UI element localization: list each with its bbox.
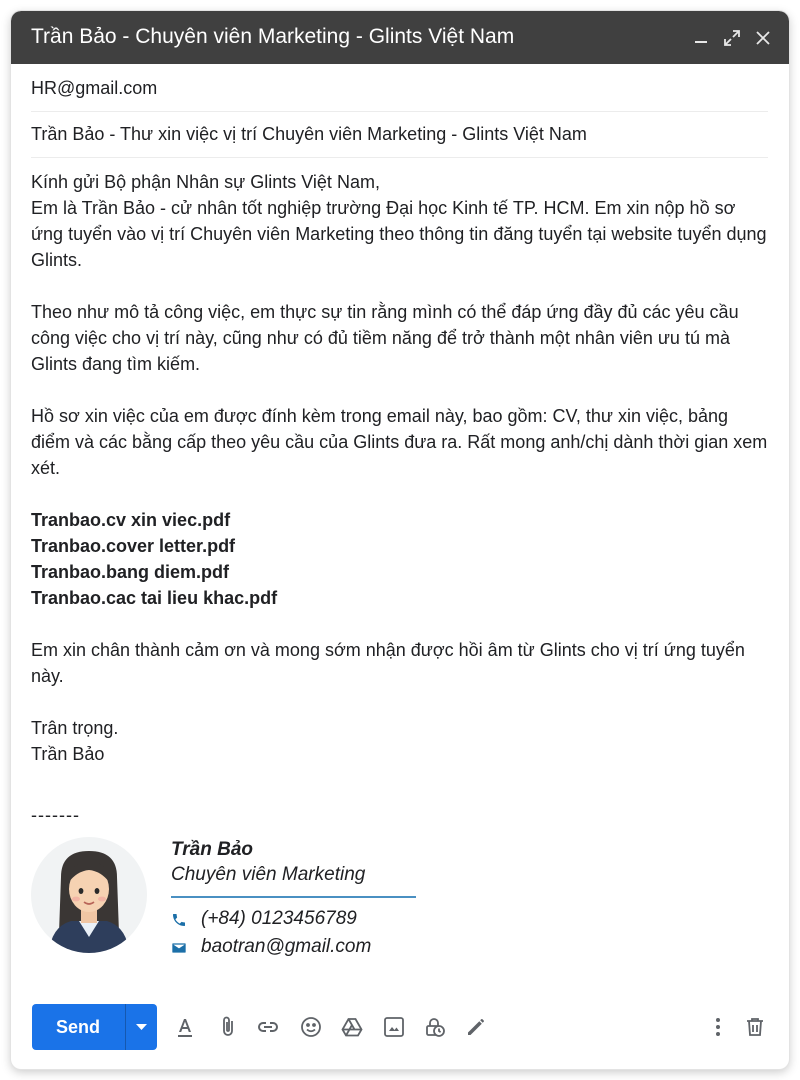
confidential-mode-icon[interactable] bbox=[423, 1015, 447, 1039]
subject-field[interactable]: Trần Bảo - Thư xin việc vị trí Chuyên viên Marketing - Glints Việt Nam bbox=[31, 111, 768, 158]
signature-name: Trần Bảo bbox=[171, 839, 254, 860]
qualification-paragraph: Theo như mô tả công việc, em thực sự tin rằng mình có thể đáp ứng đầy đủ các yêu cầu công việc cho vị trí này, cũng như có đủ tiềm năng để trở thành một nhân viên ưu tú mà Glints đang tìm kiếm. bbox=[31, 302, 739, 374]
formatting-options-icon[interactable] bbox=[173, 1015, 197, 1039]
attach-file-icon[interactable] bbox=[216, 1015, 240, 1039]
compose-title: Trần Bảo - Chuyên viên Marketing - Glints Việt Nam bbox=[31, 25, 515, 48]
attachment-name: Tranbao.cv xin viec.pdf bbox=[31, 510, 231, 530]
to-field[interactable]: HR@gmail.com bbox=[31, 65, 768, 112]
discard-draft-icon[interactable] bbox=[743, 1015, 767, 1039]
insert-link-icon[interactable] bbox=[256, 1015, 280, 1039]
compose-window bbox=[11, 11, 789, 1069]
thanks-paragraph: Em xin chân thành cảm ơn và mong sớm nhận được hồi âm từ Glints cho vị trí ứng tuyển này. bbox=[31, 640, 745, 686]
caret-down-icon bbox=[126, 1004, 157, 1050]
greeting-text: Kính gửi Bộ phận Nhân sự Glints Việt Nam, bbox=[31, 172, 380, 192]
attachment-name: Tranbao.cover letter.pdf bbox=[31, 536, 236, 556]
message-body[interactable] bbox=[31, 169, 771, 767]
attachment-name: Tranbao.cac tai lieu khac.pdf bbox=[31, 588, 278, 608]
google-drive-icon[interactable] bbox=[340, 1015, 364, 1039]
email-address[interactable]: baotran@gmail.com bbox=[201, 936, 372, 957]
send-button-group bbox=[32, 1004, 157, 1050]
phone-icon bbox=[171, 912, 187, 928]
attachment-name: Tranbao.bang diem.pdf bbox=[31, 562, 230, 582]
compose-titlebar[interactable] bbox=[11, 11, 789, 64]
schedule-send-dropdown[interactable] bbox=[126, 1004, 157, 1050]
more-options-icon[interactable] bbox=[706, 1015, 730, 1039]
closing-text: Trân trọng. bbox=[31, 718, 119, 738]
insert-photo-icon[interactable] bbox=[382, 1015, 406, 1039]
compose-toolbar bbox=[11, 1001, 789, 1057]
expand-icon[interactable] bbox=[722, 28, 742, 48]
email-icon bbox=[171, 940, 187, 956]
minimize-icon[interactable] bbox=[691, 28, 711, 48]
closing-name: Trần Bảo bbox=[31, 744, 105, 764]
send-button[interactable]: Send bbox=[55, 1017, 100, 1037]
avatar bbox=[31, 837, 147, 953]
signature-pen-icon[interactable] bbox=[464, 1015, 488, 1039]
emoji-icon[interactable] bbox=[299, 1015, 323, 1039]
close-icon[interactable] bbox=[753, 28, 773, 48]
signature-role: Chuyên viên Marketing bbox=[171, 864, 366, 885]
attachment-paragraph: Hồ sơ xin việc của em được đính kèm trong email này, bao gồm: CV, thư xin việc, bảng điểm và các bằng cấp theo yêu cầu của Glints đưa ra. Rất mong anh/chị dành thời gian xem xét. bbox=[31, 406, 768, 478]
signature-divider bbox=[171, 896, 416, 898]
phone-number: (+84) 0123456789 bbox=[201, 908, 357, 929]
intro-paragraph: Em là Trần Bảo - cử nhân tốt nghiệp trường Đại học Kinh tế TP. HCM. Em xin nộp hồ sơ ứng tuyển vào vị trí Chuyên viên Marketing theo thông tin đăng tuyển tại website tuyển dụng Glints. bbox=[31, 198, 767, 270]
signature-separator: ------- bbox=[31, 805, 80, 825]
